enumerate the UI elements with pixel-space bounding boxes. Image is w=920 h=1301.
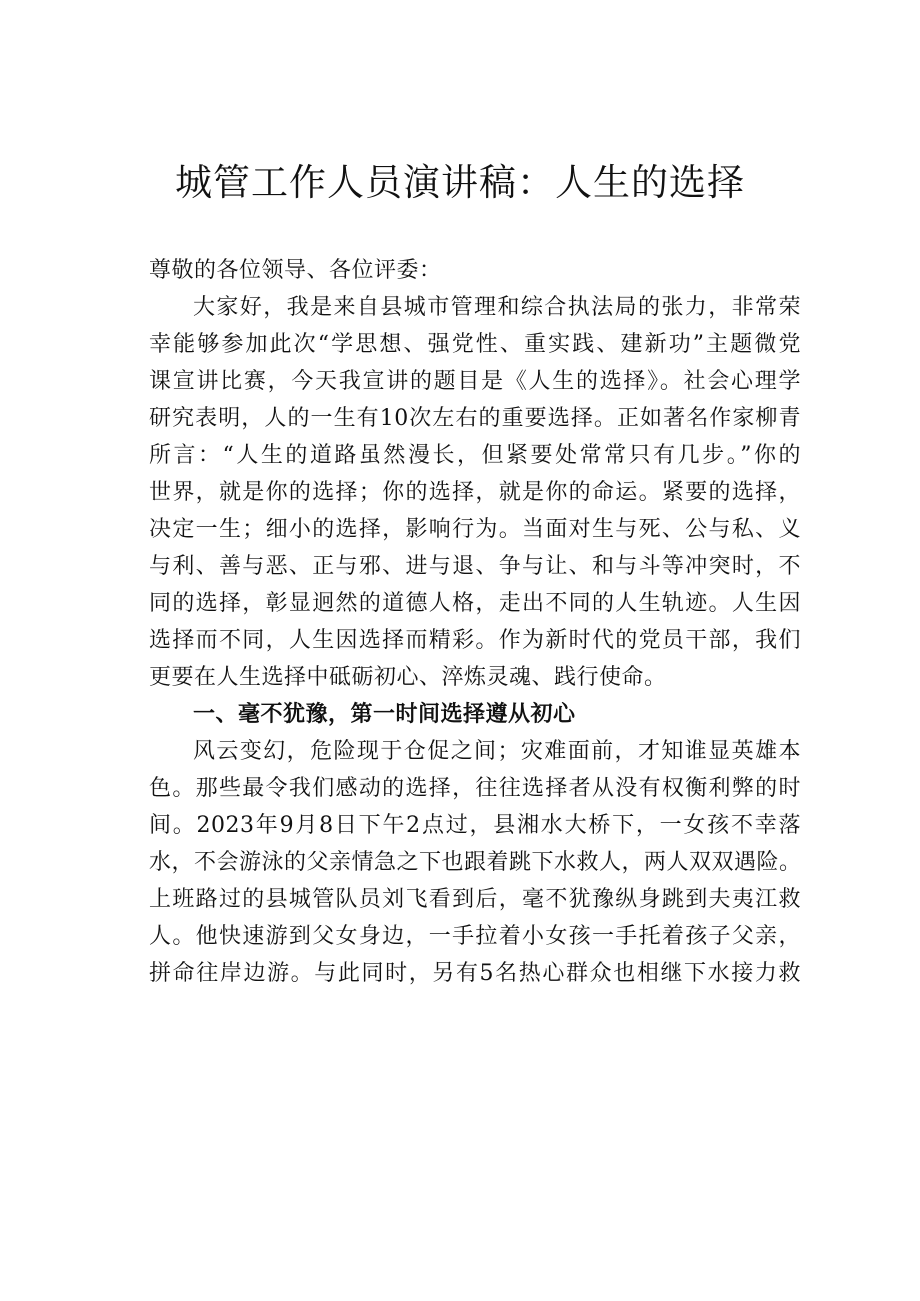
paragraph-line: 水，不会游泳的父亲情急之下也跟着跳下水救人，两人双双遇险。 [149, 850, 802, 875]
section-heading: 一、毫不犹豫，第一时间选择遵从初心 [193, 702, 576, 727]
paragraph-line: 决定一生；细小的选择，影响行为。当面对生与死、公与私、义 [149, 517, 801, 542]
paragraph-line: 上班路过的县城管队员刘飞看到后，毫不犹豫纵身跳到夫夷江救 [149, 887, 801, 912]
paragraph-line: 与利、善与恶、正与邪、进与退、争与让、和与斗等冲突时，不 [149, 554, 801, 579]
paragraph-introduction [149, 289, 801, 696]
paragraph-line: 所言：“人生的道路虽然漫长，但紧要处常常只有几步。”你的 [149, 443, 801, 468]
paragraph-line: 研究表明，人的一生有10次左右的重要选择。正如著名作家柳青 [149, 406, 801, 431]
paragraph-line: 大家好，我是来自县城市管理和综合执法局的张力，非常荣 [193, 295, 801, 320]
paragraph-line: 选择而不同，人生因选择而精彩。作为新时代的党员干部，我们 [149, 628, 801, 653]
paragraph-line: 间。2023年9月8日下午2点过，县湘水大桥下，一女孩不幸落 [149, 813, 801, 838]
paragraph-line: 风云变幻，危险现于仓促之间；灾难面前，才知谁显英雄本 [193, 739, 801, 764]
paragraph-line: 课宣讲比赛，今天我宣讲的题目是《人生的选择》。社会心理学 [149, 369, 801, 394]
paragraph-line: 同的选择，彰显迥然的道德人格，走出不同的人生轨迹。人生因 [149, 591, 801, 616]
salutation: 尊敬的各位领导、各位评委： [149, 258, 442, 283]
paragraph-line: 色。那些最令我们感动的选择，往往选择者从没有权衡利弊的时 [149, 776, 801, 801]
document-title: 城管工作人员演讲稿：人生的选择 [175, 161, 745, 204]
document-body [149, 252, 801, 992]
paragraph-line: 幸能够参加此次“学思想、强党性、重实践、建新功”主题微党 [149, 332, 801, 357]
paragraph-line: 更要在人生选择中砥砺初心、淬炼灵魂、践行使命。 [149, 665, 667, 690]
paragraph-line: 人。他快速游到父女身边，一手拉着小女孩一手托着孩子父亲， [149, 924, 801, 949]
paragraph-section1 [149, 733, 801, 992]
paragraph-line: 世界，就是你的选择；你的选择，就是你的命运。紧要的选择， [149, 480, 801, 505]
paragraph-line: 拼命往岸边游。与此同时，另有5名热心群众也相继下水接力救 [149, 961, 801, 986]
